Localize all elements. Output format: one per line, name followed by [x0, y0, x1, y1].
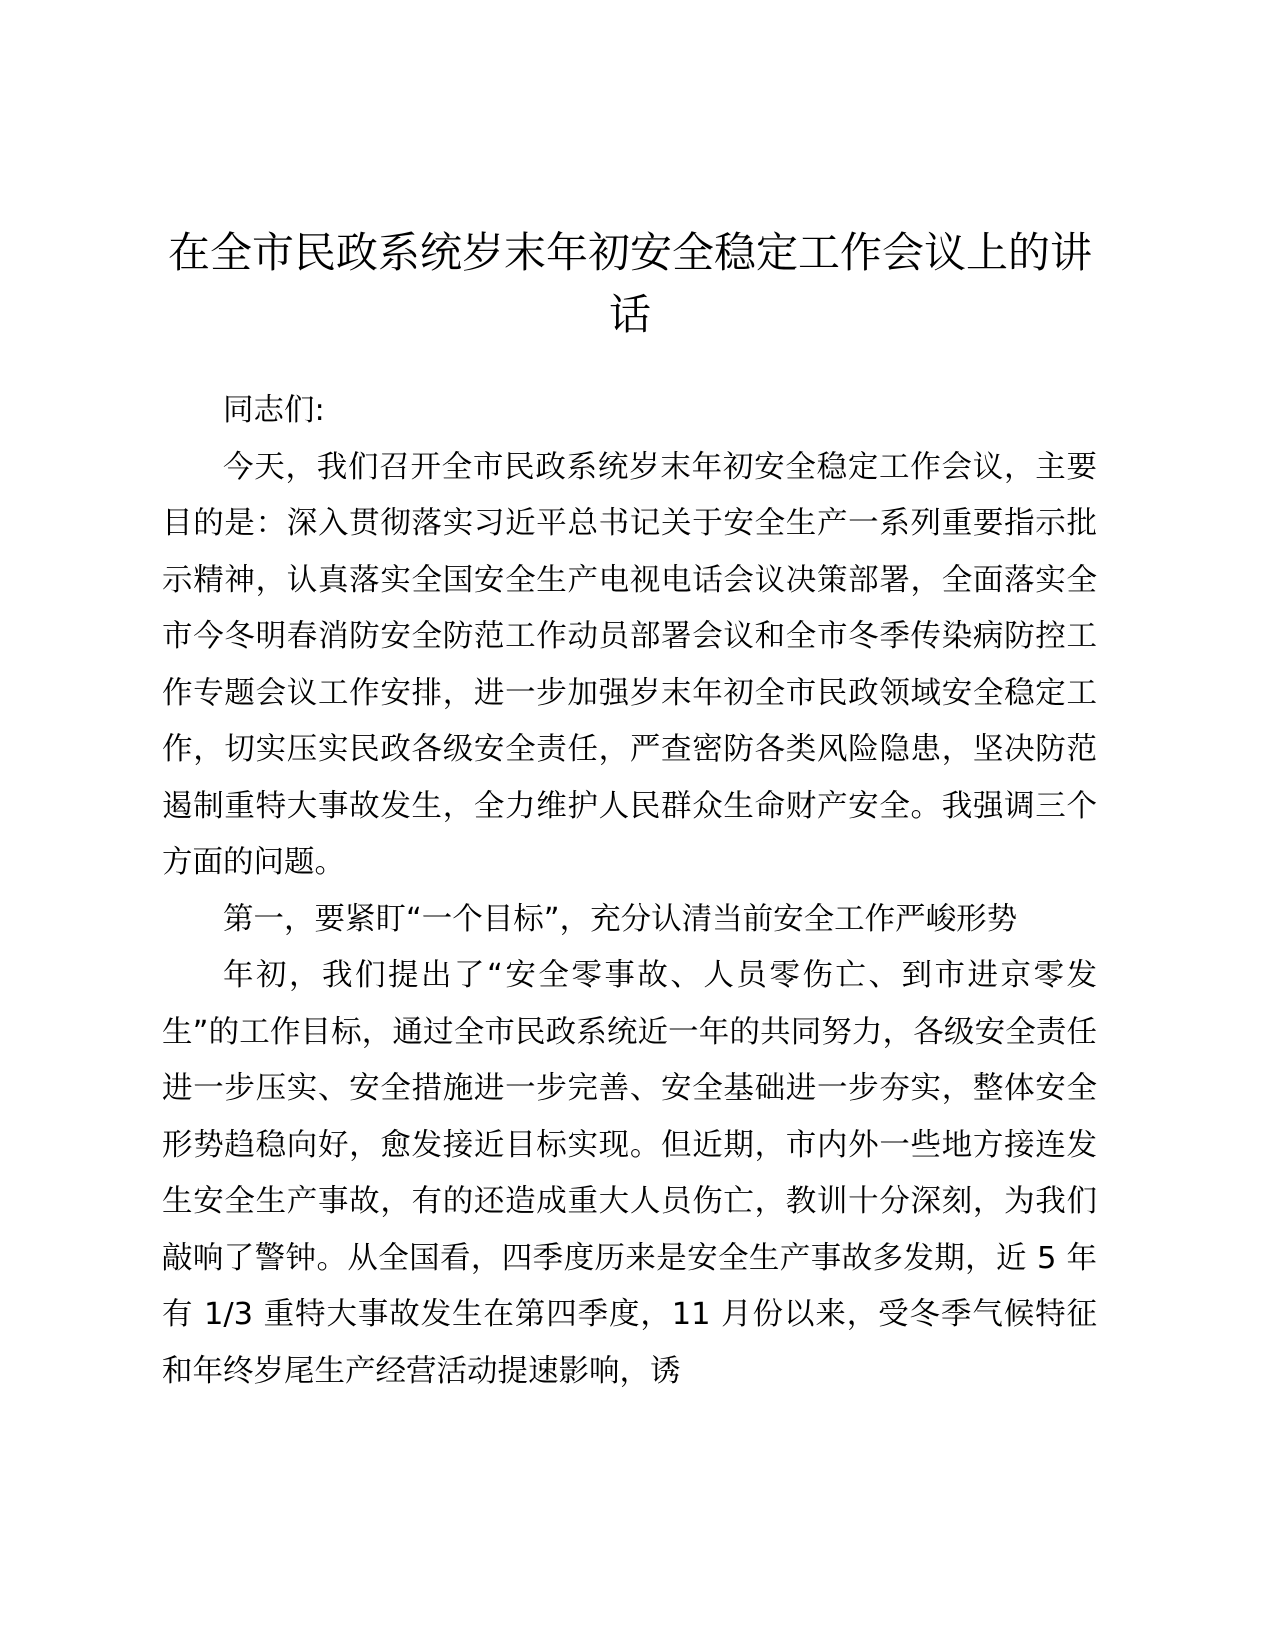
section-heading-first: 第一，要紧盯“一个目标”，充分认清当前安全工作严峻形势: [223, 901, 1018, 937]
body-paragraph-goal: 年初，我们提出了“安全零事故、人员零伤亡、到市进京零发生”的工作目标，通过全市民政系统近一年的共同努力，各级安全责任进一步压实、安全措施进一步完善、安全基础进一步夯实，整体安全形势趋稳向好，愈发接近目标实现。但近期，市内外一些地方接连发生安全生产事故，有的还造成重大人员伤亡，教训十分深刻，为我们敲响了警钟。从全国看，四季度历来是安全生产事故多发期，近 5 年有 1/3 重特大事故发生在第四季度，11 月份以来，受冬季气候特征和年终岁尾生产经营活动提速影响，诱: [162, 958, 1097, 1389]
document-title: 在全市民政系统岁末年初安全稳定工作会议上的讲话: [167, 228, 1092, 339]
salutation: 同志们:: [223, 393, 325, 428]
body-paragraph-intro: 今天，我们召开全市民政系统岁末年初安全稳定工作会议，主要目的是：深入贯彻落实习近平总书记关于安全生产一系列重要指示批示精神，认真落实全国安全生产电视电话会议决策部署，全面落实全市今冬明春消防安全防范工作动员部署会议和全市冬季传染病防控工作专题会议工作安排，进一步加强岁末年初全市民政领域安全稳定工作，切实压实民政各级安全责任，严查密防各类风险隐患，坚决防范遏制重特大事故发生，全力维护人民群众生命财产安全。我强调三个方面的问题。: [162, 449, 1097, 880]
document-body: [162, 383, 1097, 1400]
